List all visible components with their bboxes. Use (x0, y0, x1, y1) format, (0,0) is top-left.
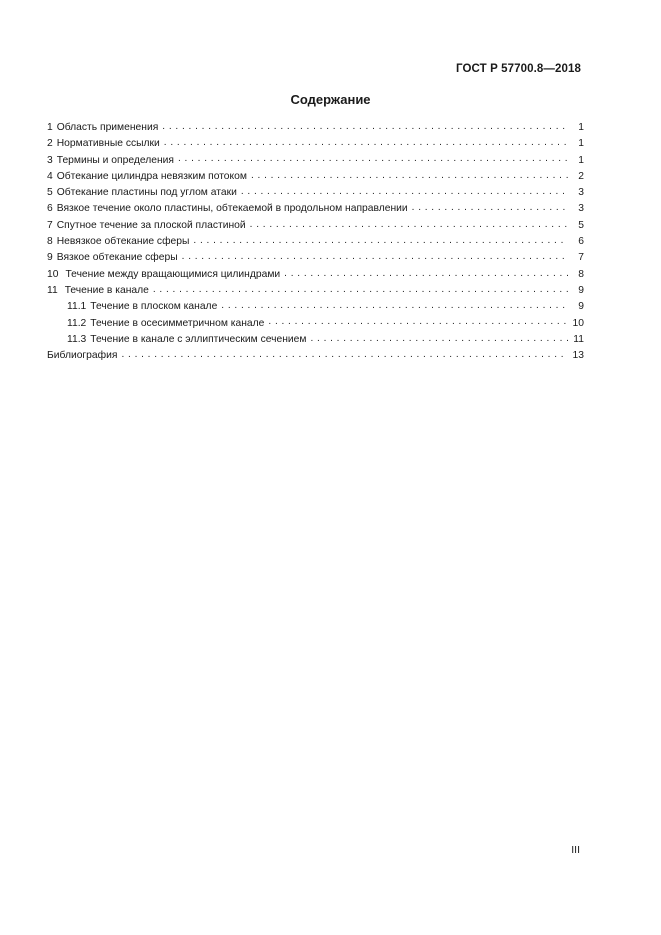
toc-subentry[interactable] (47, 316, 584, 332)
toc-entry-number: 1 (47, 122, 53, 133)
toc-entry-number: 8 (47, 236, 53, 248)
toc-entry-page: 1 (578, 154, 584, 166)
dot-leader (178, 156, 568, 166)
toc-entry-page: 6 (578, 236, 584, 248)
toc-entry-page: 3 (578, 187, 584, 199)
dot-leader (182, 254, 568, 264)
toc-entry-page: 3 (578, 203, 584, 215)
toc-entry-number: 5 (47, 187, 53, 199)
toc-entry[interactable] (47, 136, 584, 152)
toc-entry-page: 8 (578, 268, 584, 280)
dot-leader (412, 205, 568, 215)
toc-entry-page: 13 (572, 350, 584, 362)
toc-entry-label: Невязкое обтекание сферы (56, 236, 190, 248)
document-code: ГОСТ Р 57700.8—2018 (456, 63, 581, 75)
dot-leader (310, 335, 568, 345)
toc-entry[interactable] (47, 153, 584, 169)
dot-leader (121, 351, 568, 361)
toc-entry-number: 11.2 (67, 317, 87, 329)
toc-entry-label: Обтекание пластины под углом атаки (56, 187, 237, 199)
toc-entry-number: 11.3 (67, 333, 87, 345)
dot-leader (221, 302, 568, 312)
dot-leader (193, 237, 568, 247)
toc-entry-label: Термины и определения (56, 154, 174, 166)
toc-entry-label: Течение в канале (64, 284, 149, 296)
toc-entry[interactable] (47, 283, 584, 299)
toc-entry-page: 9 (578, 301, 584, 313)
dot-leader (251, 172, 568, 182)
toc-entry-label: Течение между вращающимися цилиндрами (65, 268, 281, 280)
toc-entry[interactable] (47, 169, 584, 185)
toc-entry-label: Вязкое течение около пластины, обтекаемой в продольном направлении (56, 203, 408, 215)
toc-entry-page: 1 (578, 122, 584, 133)
page-number: III (571, 844, 580, 856)
toc-title: Содержание (290, 92, 371, 107)
toc-entry[interactable] (47, 250, 584, 266)
toc-entry-label: Область применения (56, 122, 159, 133)
toc-entry-label: Нормативные ссылки (56, 138, 160, 150)
dot-leader (162, 123, 568, 133)
toc-entry[interactable] (47, 201, 584, 217)
dot-leader (153, 286, 568, 296)
dot-leader (164, 139, 568, 149)
toc-entry-page: 9 (578, 284, 584, 296)
toc-entry-page: 1 (578, 138, 584, 150)
toc-subentry[interactable] (47, 332, 584, 348)
toc-entry-number: 11.1 (67, 301, 87, 313)
toc-entry-page: 10 (572, 317, 584, 329)
table-of-contents (47, 120, 584, 364)
toc-entry-label: Библиография (47, 350, 118, 362)
toc-entry-label: Течение в канале с эллиптическим сечением (90, 333, 307, 345)
toc-entry-number: 3 (47, 154, 53, 166)
toc-entry-label: Обтекание цилиндра невязким потоком (56, 170, 247, 182)
dot-leader (268, 319, 568, 329)
toc-entry-page: 11 (573, 333, 584, 345)
toc-entry-label: Спутное течение за плоской пластиной (56, 219, 246, 231)
toc-entry[interactable] (47, 120, 584, 136)
toc-entry-page: 5 (578, 219, 584, 231)
toc-entry-label: Течение в плоском канале (90, 301, 218, 313)
toc-entry[interactable] (47, 218, 584, 234)
toc-entry[interactable] (47, 267, 584, 283)
dot-leader (284, 270, 568, 280)
toc-entry-number: 7 (47, 219, 53, 231)
toc-entry-bibliography[interactable] (47, 348, 584, 364)
toc-entry-number: 10 (47, 268, 59, 280)
toc-entry-number: 9 (47, 252, 53, 264)
toc-entry-number: 11 (47, 284, 58, 296)
toc-entry-label: Течение в осесимметричном канале (90, 317, 265, 329)
toc-subentry[interactable] (47, 299, 584, 315)
toc-entry-label: Вязкое обтекание сферы (56, 252, 178, 264)
dot-leader (241, 188, 568, 198)
toc-entry[interactable] (47, 234, 584, 250)
toc-entry[interactable] (47, 185, 584, 201)
toc-entry-number: 4 (47, 170, 53, 182)
toc-entry-number: 6 (47, 203, 53, 215)
toc-entry-number: 2 (47, 138, 53, 150)
toc-entry-page: 7 (578, 252, 584, 264)
dot-leader (250, 221, 568, 231)
toc-entry-page: 2 (578, 170, 584, 182)
